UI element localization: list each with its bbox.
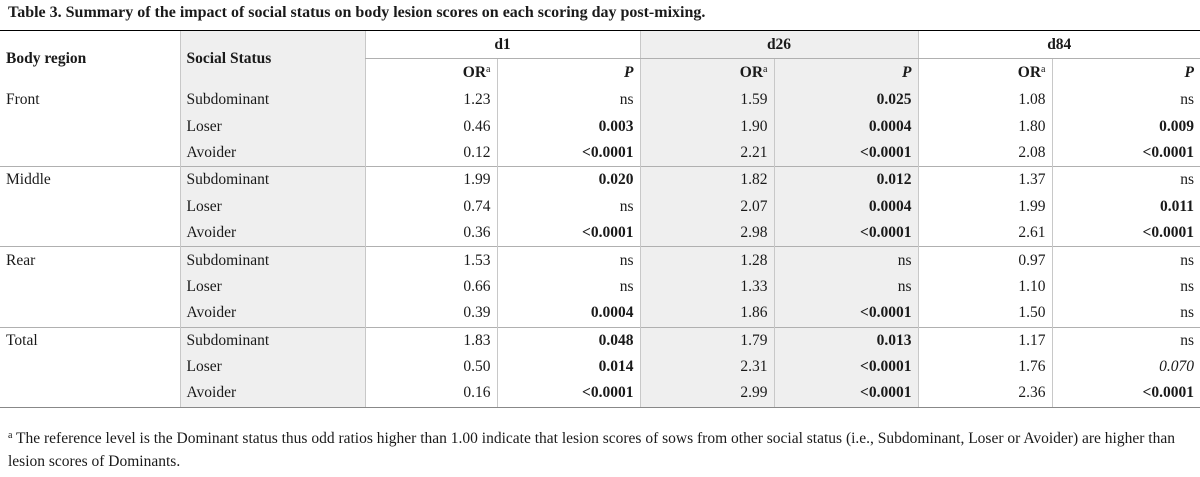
cell-odds-ratio: 2.61: [918, 220, 1052, 247]
cell-social-status: Loser: [180, 113, 365, 139]
cell-body-region: [0, 380, 180, 407]
table-row: [0, 380, 1200, 407]
cell-p-value: ns: [774, 274, 918, 300]
header-or: $OR^a$: [918, 59, 1052, 88]
cell-p-value: 0.070: [1052, 354, 1200, 380]
cell-body-region: Middle: [0, 167, 180, 194]
table-row: [0, 194, 1200, 220]
table-row: [0, 113, 1200, 139]
cell-p-value: ns: [1052, 274, 1200, 300]
header-or: $OR^a$: [365, 59, 497, 88]
cell-social-status: Loser: [180, 194, 365, 220]
cell-p-value: 0.0004: [774, 194, 918, 220]
cell-odds-ratio: 0.36: [365, 220, 497, 247]
cell-body-region: Front: [6, 91, 40, 109]
data-table: [0, 30, 1200, 408]
cell-odds-ratio: 1.76: [918, 354, 1052, 380]
header-body-region: Body region: [0, 31, 180, 88]
header-day-d1: d1: [365, 31, 640, 59]
cell-p-value: 0.025: [774, 87, 918, 113]
header-or: $OR^a$: [640, 59, 774, 88]
table-row: [0, 220, 1200, 247]
cell-odds-ratio: 1.80: [918, 113, 1052, 139]
cell-odds-ratio: 2.98: [640, 220, 774, 247]
cell-p-value: <0.0001: [774, 300, 918, 327]
cell-p-value: <0.0001: [497, 220, 640, 247]
cell-p-value: 0.0004: [774, 113, 918, 139]
cell-p-value: <0.0001: [774, 140, 918, 167]
cell-social-status: Subdominant: [180, 247, 365, 274]
cell-odds-ratio: 0.74: [365, 194, 497, 220]
cell-body-region: [0, 300, 180, 327]
cell-p-value: 0.011: [1052, 194, 1200, 220]
cell-p-value: 0.003: [497, 113, 640, 139]
footnote-marker: a: [8, 430, 13, 441]
cell-odds-ratio: 1.23: [365, 87, 497, 113]
cell-p-value: 0.009: [1052, 113, 1200, 139]
cell-social-status: Avoider: [180, 220, 365, 247]
table-row: [0, 354, 1200, 380]
cell-odds-ratio: 1.28: [640, 247, 774, 274]
header-day-d26: d26: [640, 31, 918, 59]
cell-odds-ratio: 2.31: [640, 354, 774, 380]
cell-body-region: [0, 274, 180, 300]
header-day-d84: d84: [918, 31, 1200, 59]
cell-p-value: <0.0001: [774, 380, 918, 407]
table-row: [0, 300, 1200, 327]
cell-odds-ratio: 2.08: [918, 140, 1052, 167]
cell-p-value: 0.020: [497, 167, 640, 194]
cell-p-value: ns: [1052, 327, 1200, 354]
cell-odds-ratio: 0.16: [365, 380, 497, 407]
cell-odds-ratio: 0.66: [365, 274, 497, 300]
cell-odds-ratio: 0.50: [365, 354, 497, 380]
cell-odds-ratio: 1.82: [640, 167, 774, 194]
cell-odds-ratio: 2.99: [640, 380, 774, 407]
cell-p-value: 0.048: [497, 327, 640, 354]
table-row: [0, 87, 1200, 113]
header-p: P: [497, 59, 640, 88]
table-row: [0, 247, 1200, 274]
cell-odds-ratio: 2.07: [640, 194, 774, 220]
cell-p-value: ns: [497, 87, 640, 113]
table-row: [0, 140, 1200, 167]
cell-social-status: Loser: [180, 274, 365, 300]
cell-p-value: 0.014: [497, 354, 640, 380]
header-p: P: [774, 59, 918, 88]
cell-p-value: ns: [497, 274, 640, 300]
cell-social-status: Subdominant: [180, 87, 365, 113]
table-row: [0, 327, 1200, 354]
table-row: [0, 167, 1200, 194]
cell-body-region: [0, 113, 180, 139]
footnote-text: The reference level is the Dominant status thus odd ratios higher than 1.00 indicate that lesion scores of sows from other social status (i.e., Subdominant, Loser or Avoider) are higher than lesion scores of Dominants.: [8, 430, 1175, 470]
cell-social-status: Subdominant: [180, 167, 365, 194]
cell-odds-ratio: 1.90: [640, 113, 774, 139]
cell-p-value: <0.0001: [497, 380, 640, 407]
cell-p-value: ns: [497, 247, 640, 274]
cell-body-region: Rear: [0, 247, 180, 274]
cell-p-value: <0.0001: [497, 140, 640, 167]
cell-p-value: ns: [774, 247, 918, 274]
cell-odds-ratio: 1.59: [640, 87, 774, 113]
cell-p-value: ns: [497, 194, 640, 220]
cell-body-region: [0, 220, 180, 247]
cell-social-status: Avoider: [180, 140, 365, 167]
cell-odds-ratio: 0.12: [365, 140, 497, 167]
cell-odds-ratio: 1.37: [918, 167, 1052, 194]
cell-p-value: <0.0001: [1052, 220, 1200, 247]
cell-odds-ratio: 1.86: [640, 300, 774, 327]
cell-body-region: [0, 140, 180, 167]
cell-body-region: Total: [0, 327, 180, 354]
cell-social-status: Loser: [180, 354, 365, 380]
cell-odds-ratio: 1.17: [918, 327, 1052, 354]
cell-p-value: ns: [1052, 300, 1200, 327]
cell-odds-ratio: 0.97: [918, 247, 1052, 274]
header-social-status: Social Status: [180, 31, 365, 88]
cell-p-value: ns: [1052, 247, 1200, 274]
cell-odds-ratio: 1.10: [918, 274, 1052, 300]
cell-odds-ratio: 0.39: [365, 300, 497, 327]
cell-odds-ratio: 1.33: [640, 274, 774, 300]
cell-p-value: <0.0001: [1052, 380, 1200, 407]
cell-body-region: [0, 354, 180, 380]
cell-social-status: Avoider: [180, 300, 365, 327]
cell-body-region: [0, 194, 180, 220]
cell-odds-ratio: 0.46: [365, 113, 497, 139]
cell-odds-ratio: 1.08: [918, 87, 1052, 113]
cell-p-value: ns: [1052, 87, 1200, 113]
cell-p-value: ns: [1052, 167, 1200, 194]
cell-p-value: 0.012: [774, 167, 918, 194]
cell-odds-ratio: 1.53: [365, 247, 497, 274]
cell-odds-ratio: 1.83: [365, 327, 497, 354]
cell-odds-ratio: 1.99: [918, 194, 1052, 220]
table-footnote: [8, 427, 1188, 473]
cell-social-status: Subdominant: [180, 327, 365, 354]
cell-p-value: 0.013: [774, 327, 918, 354]
cell-odds-ratio: 1.99: [365, 167, 497, 194]
cell-p-value: <0.0001: [774, 354, 918, 380]
cell-odds-ratio: 1.50: [918, 300, 1052, 327]
cell-odds-ratio: 2.21: [640, 140, 774, 167]
table-caption: Table 3. Summary of the impact of social status on body lesion scores on each scoring day post-mixing.: [8, 4, 706, 21]
cell-p-value: <0.0001: [774, 220, 918, 247]
cell-odds-ratio: 2.36: [918, 380, 1052, 407]
table-row: [0, 274, 1200, 300]
cell-social-status: Avoider: [180, 380, 365, 407]
cell-p-value: 0.0004: [497, 300, 640, 327]
cell-p-value: <0.0001: [1052, 140, 1200, 167]
header-p: P: [1052, 59, 1200, 88]
cell-odds-ratio: 1.79: [640, 327, 774, 354]
